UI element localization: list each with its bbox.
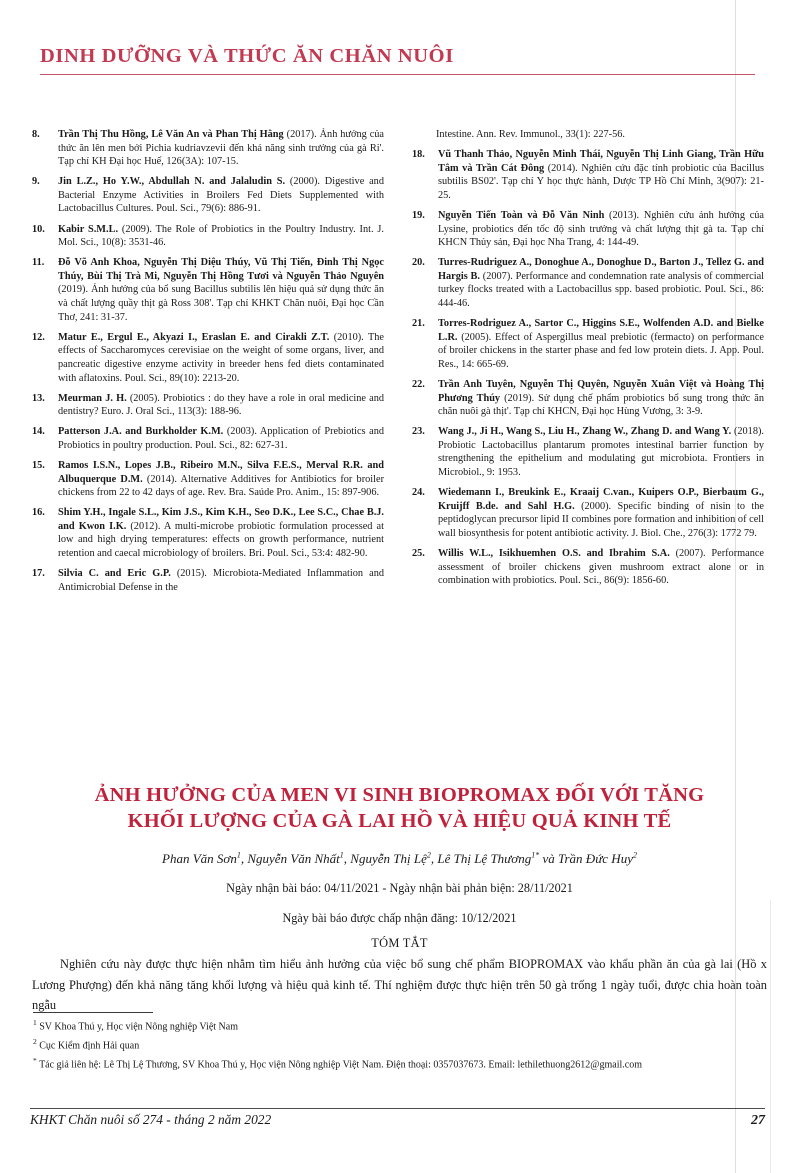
reference-detail: (2019). Ảnh hưởng của bổ sung Bacillus subtilis lên hiệu quả sử dụng thức ăn và chất lượng quầy thịt gà Ross 308'. Tạp chí KHKT Chăn nuôi, Đại học Cần Thơ, 241: 31-37. <box>58 284 384 323</box>
running-head-title: DINH DƯỠNG VÀ THỨC ĂN CHĂN NUÔI <box>40 45 454 67</box>
reference-list <box>30 128 765 601</box>
reference-number: 19. <box>412 209 425 221</box>
reference-text <box>58 175 384 216</box>
reference-detail: (2018). Probiotic Lactobacillus plantarum promotes intestinal barrier function by strengthening the epithelium and modulating gut microbiota. Frontiers in Microbiol., 9: 1953. <box>438 426 764 479</box>
reference-number: 11. <box>32 257 45 269</box>
reference-authors: Vũ Thanh Thảo, Nguyễn Minh Thái, Nguyễn Thị Linh Giang, Trần Hữu Tâm và Trần Cát Đông <box>438 149 764 174</box>
reference-number: 9. <box>32 176 40 188</box>
reference-authors: Matur E., Ergul E., Akyazi I., Eraslan E. and Cirakli Z.T. <box>58 331 330 343</box>
reference-number: 23. <box>412 426 425 438</box>
reference-detail: (2005). Effect of Aspergillus meal prebiotic (fermacto) on performance of broiler chickens in the starter phase and fed low protein diets. J. App. Poul. Res., 14: 665-69. <box>438 331 764 370</box>
reference-number: 12. <box>32 331 45 343</box>
reference-detail: (2000). Specific binding of nisin to the peptidoglycan precursor lipid II combines pore formation and inhibition of cell wall biosynthesis for potent antibiotic activity. J. Biol. Che., 276(3): 1772 79. <box>438 500 765 539</box>
article-title-line-1: ẢNH HƯỞNG CỦA MEN VI SINH BIOPROMAX ĐỐI VỚI TĂNG <box>94 784 705 806</box>
reference-detail: (2013). Nghiên cứu ảnh hưởng của Lysine, probiotics đến tốc độ sinh trưởng và chất lượng thịt gà ta. Tạp chí KHCN Thủy sản, Đại học Nha Trang, 4: 144-49. <box>438 209 764 249</box>
reference-authors: Wang J., Ji H., Wang S., Liu H., Zhang W., Zhang D. and Wang Y. <box>438 426 732 438</box>
reference-authors: Wiedemann I., Breukink E., Kraaij C.van., Kuipers O.P., Bierbaum G., Kruijff B.de. and Sahl H.G. <box>438 487 764 512</box>
article-authors-text: Phan Văn Sơn$^1$, Nguyễn Văn Nhất$^1$, Nguyễn Thị Lệ$^2$, Lê Thị Lệ Thương$^{1*}$ và Trần Đức Huy$^2$ <box>162 851 637 867</box>
reference-continuation: Intestine. Ann. Rev. Immunol., 33(1): 227-56. <box>436 129 625 140</box>
reference-item <box>410 378 764 419</box>
reference-text <box>58 223 384 250</box>
reference-item <box>30 567 384 594</box>
reference-detail: (2007). Performance and condemnation rate analysis of commercial turkey flocks treated with a Lactobacillus spp. based probiotic. Poul. Sci., 86: 444-46. <box>438 270 765 310</box>
article-date-received: Ngày nhận bài báo: 04/11/2021 - Ngày nhận bài phản biện: 28/11/2021 <box>226 881 573 896</box>
reference-authors: Meurman J. H. <box>58 392 127 404</box>
reference-column-left <box>30 128 384 601</box>
running-head-rule <box>40 74 755 75</box>
reference-column-right <box>410 128 764 601</box>
reference-number: 24. <box>412 487 425 499</box>
journal-issue-line: KHKT Chăn nuôi số 274 - tháng 2 năm 2022 <box>30 1112 272 1127</box>
reference-number: 20. <box>412 257 425 269</box>
reference-item <box>30 506 384 560</box>
reference-authors: Silvia C. and Eric G.P. <box>58 568 171 580</box>
reference-authors: Patterson J.A. and Burkholder K.M. <box>58 426 224 438</box>
reference-number: 18. <box>412 149 425 161</box>
reference-text <box>438 547 764 588</box>
reference-authors: Shim Y.H., Ingale S.L., Kim J.S., Kim K.H., Seo D.K., Lee S.C., Chae B.J. and Kwon I.K. <box>58 507 384 532</box>
abstract-body: Nghiên cứu này được thực hiện nhằm tìm hiểu ảnh hưởng của việc bổ sung chế phẩm BIOPROMAX vào khẩu phần ăn của gà lai (Hồ x Lương Phượng) đến khả năng tăng khối lượng và hiệu quả kinh tế. Thí nghiệm được thực hiện trên 50 gà trống 1 ngày tuổi, được chia hoàn toàn ngẫu <box>32 957 767 1013</box>
reference-text <box>438 256 764 310</box>
reference-item <box>410 209 764 250</box>
article-date-accepted: Ngày bài báo được chấp nhận đăng: 10/12/2021 <box>282 911 517 926</box>
reference-item <box>410 148 764 202</box>
reference-detail: (2015). Microbiota-Mediated Inflammation and Antimicrobial Defense in the <box>58 568 384 593</box>
running-head <box>40 46 755 67</box>
abstract-heading: TÓM TẮT <box>371 936 428 951</box>
reference-number: 17. <box>32 568 45 580</box>
scan-artifact-line-secondary <box>770 900 771 1173</box>
footnote-affiliation-2: $^2$ Cục Kiểm định Hải quan <box>33 1037 140 1052</box>
reference-item <box>410 425 764 479</box>
reference-text <box>438 317 764 371</box>
reference-text <box>58 567 384 594</box>
footnote-corresponding-author: * Tác giả liên hệ: Lê Thị Lệ Thương, SV Khoa Thú y, Học viện Nông nghiệp Việt Nam. Điện thoại: 0357037673. Email: lethilethuong2612@gmail.com <box>33 1056 642 1071</box>
reference-item <box>30 223 384 250</box>
reference-number: 22. <box>412 379 425 390</box>
reference-number: 14. <box>32 426 45 438</box>
reference-item <box>410 256 764 310</box>
footnote-block <box>33 1016 759 1073</box>
reference-detail: (2009). The Role of Probiotics in the Poultry Industry. Int. J. Mol. Sci., 10(8): 3531-46. <box>58 223 384 249</box>
reference-text <box>438 148 764 202</box>
reference-number: 15. <box>32 459 45 471</box>
reference-item <box>30 392 384 419</box>
reference-authors: Willis W.L., Isikhuemhen O.S. and Ibrahim S.A. <box>438 548 670 560</box>
reference-detail: (2014). Alternative Additives for Antibiotics for broiler chickens from 22 to 42 days of age. Rev. Bra. Saúde Pro. Anim., 15: 897-906. <box>58 473 384 499</box>
reference-detail: (2003). Application of Prebiotics and Probiotics in poultry production. Poul. Sci., 82: 627-31. <box>58 426 384 451</box>
reference-detail: (2010). The effects of Saccharomyces cerevisiae on the weight of some organs, liver, and pancreatic digestive enzyme activity in breeder hens fed diets contaminated with aflatoxins. Poul. Sci., 89(10): 2213-20. <box>58 331 384 384</box>
article-title-line-2: KHỐI LƯỢNG CỦA GÀ LAI HỒ VÀ HIỆU QUẢ KINH TẾ <box>127 810 672 832</box>
reference-authors: Trần Anh Tuyên, Nguyễn Thị Quyên, Nguyễn Xuân Việt và Hoàng Thị Phương Thúy <box>438 379 764 404</box>
reference-text <box>58 256 384 324</box>
reference-detail: (2007). Performance assessment of broiler chickens given mushroom extract alone or in combination with probiotics. Poul. Sci., 86(9): 1856-60. <box>438 548 764 587</box>
reference-item <box>30 425 384 452</box>
reference-detail: (2017). Ảnh hưởng của thức ăn lên men bởi Pichia kudriavzevii đến khả năng sinh trưởng của gà Ri'. Tạp chí KH Đại học Huế, 126(3A): 107-15. <box>58 129 384 168</box>
reference-text <box>58 331 384 385</box>
reference-number: 8. <box>32 129 40 140</box>
reference-text <box>58 128 384 169</box>
reference-item <box>30 459 384 500</box>
reference-authors: Trần Thị Thu Hồng, Lê Văn An và Phan Thị Hằng <box>58 129 284 140</box>
reference-text <box>438 378 764 419</box>
reference-authors: Kabir S.M.L. <box>58 223 119 235</box>
article-header-block <box>32 782 767 1016</box>
reference-text <box>438 209 764 250</box>
reference-text <box>58 392 384 419</box>
footnote-affiliation-1: $^1$ SV Khoa Thú y, Học viện Nông nghiệp Việt Nam <box>33 1018 238 1033</box>
running-head-rule-gap <box>310 73 432 74</box>
reference-item <box>30 175 384 216</box>
reference-detail: (2012). A multi-microbe probiotic formulation processed at low and high drying temperatures: effects on growth performance, nutrient retention and caecal microbiology of broilers. Bri. Poul. Sci., 53:4: 482-90. <box>58 520 384 560</box>
reference-authors: Ramos I.S.N., Lopes J.B., Ribeiro M.N., Silva F.E.S., Merval R.R. and Albuquerque D.M. <box>58 459 384 485</box>
reference-item <box>30 128 384 169</box>
reference-number: 13. <box>32 392 45 404</box>
reference-authors: Torres-Rodriguez A., Sartor C., Higgins S.E., Wolfenden A.D. and Bielke L.R. <box>438 318 764 343</box>
reference-detail: (2014). Nghiên cứu đặc tính probiotic của Bacillus subtilis BS02'. Tạp chí Y học thực hành, Dược TP Hồ Chí Minh, 3(907): 21-25. <box>438 162 765 201</box>
reference-item <box>410 547 764 588</box>
article-authors <box>32 847 767 868</box>
reference-detail: (2000). Digestive and Bacterial Enzyme Activities in Broilers Fed Diets Supplemented with Lactobacillus Cultures. Poul. Sci., 79(6): 886-91. <box>58 176 384 215</box>
reference-number: 16. <box>32 507 45 519</box>
reference-detail: (2019). Sử dụng chế phẩm probiotics bổ sung trong thức ăn chăn nuôi gà thịt'. Tạp chí KHCN, Đại học Hùng Vương, 3: 3-9. <box>438 392 764 418</box>
reference-item <box>30 331 384 385</box>
reference-text <box>438 425 764 479</box>
reference-authors: Nguyễn Tiến Toàn và Đỗ Văn Ninh <box>438 209 605 221</box>
footnote-separator-rule <box>33 1012 153 1013</box>
reference-number: 21. <box>412 318 425 330</box>
page-footer <box>30 1112 765 1129</box>
reference-text <box>58 425 384 452</box>
reference-detail: (2005). Probiotics : do they have a role in oral medicine and dentistry? Euro. J. Oral Sci., 113(3): 188-96. <box>58 392 385 418</box>
reference-number: 10. <box>32 223 45 235</box>
reference-number: 25. <box>412 548 425 560</box>
reference-authors: Turres-Rudriguez A., Donoghue A., Donoghue D., Barton J., Tellez G. and Hargis B. <box>438 257 764 282</box>
footer-rule <box>30 1108 765 1109</box>
reference-authors: Đỗ Võ Anh Khoa, Nguyễn Thị Diệu Thúy, Vũ Thị Tiến, Đinh Thị Ngọc Thúy, Bùi Thị Trà Mi, Nguyễn Thị Hồng Tươi và Nguyễn Thảo Nguyên <box>58 257 384 282</box>
reference-text <box>438 486 764 540</box>
reference-item <box>30 256 384 324</box>
page-number: 27 <box>751 1113 765 1128</box>
reference-item <box>410 317 764 371</box>
reference-text <box>58 506 384 560</box>
reference-item <box>410 486 764 540</box>
reference-authors: Jin L.Z., Ho Y.W., Abdullah N. and Jalaludin S. <box>58 176 286 188</box>
reference-text <box>58 459 384 500</box>
